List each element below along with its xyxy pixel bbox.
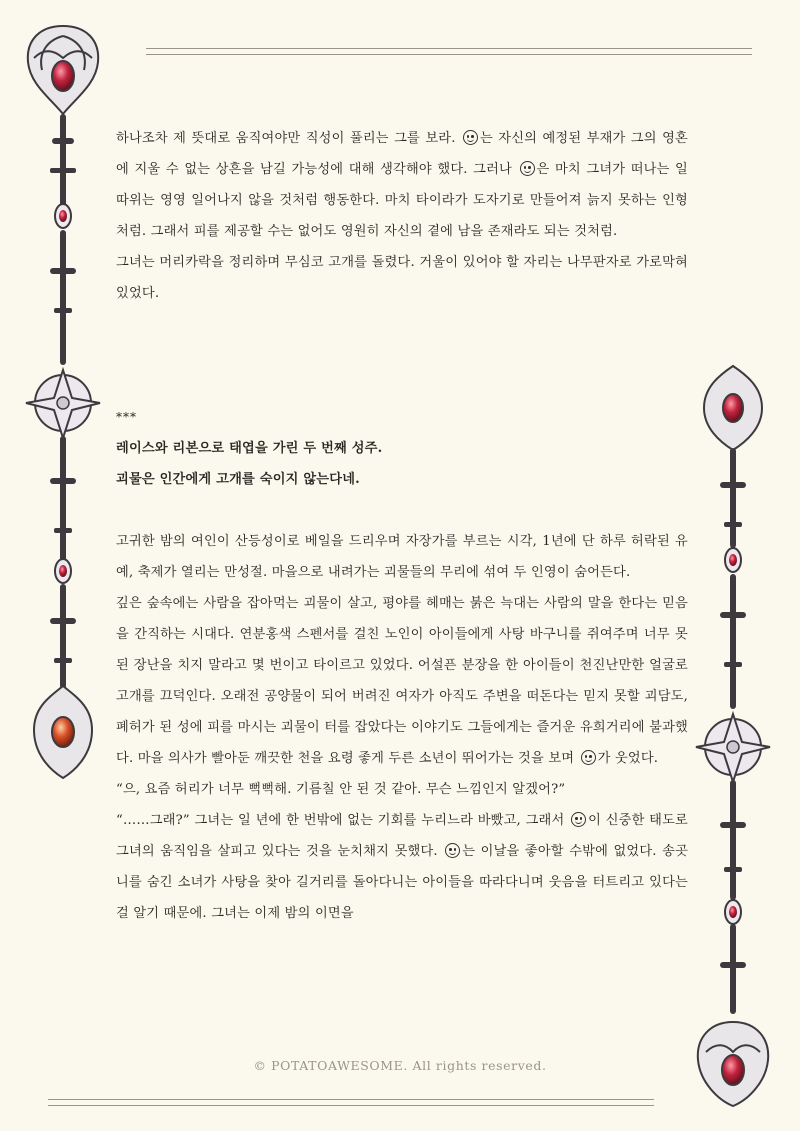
text-section-b — [116, 526, 688, 929]
paragraph — [116, 526, 688, 588]
bottom-double-rule — [48, 1099, 654, 1106]
face-icon — [520, 161, 535, 176]
section-gap — [116, 495, 688, 526]
paragraph — [116, 774, 688, 805]
paragraph — [116, 247, 688, 309]
paragraph-text: 고귀한 밤의 여인이 산등성이로 베일을 드리우며 자장가를 부르는 시각, 1년에 단 하루 허락된 유예, 축제가 열리는 만성절. 마을으로 내려가는 괴물들의 무리에 섞여 두 인영이 숨어든다. — [116, 534, 688, 580]
paragraph-text: 은 마치 그녀가 떠나는 일 따위는 영영 일어나지 않을 것처럼 행동한다. 마치 타이라가 도자기로 만들어져 늙지 못하는 인형처럼. 그래서 피를 제공할 수는 없어도 영원히 자신의 곁에 남을 존재라도 되는 것처럼. — [116, 162, 688, 239]
face-icon — [445, 843, 460, 858]
section-gap — [116, 309, 688, 402]
story-body — [116, 123, 688, 929]
top-double-rule — [146, 48, 752, 55]
ornament-chain-left-icon — [20, 18, 106, 788]
paragraph-text: 하나조차 제 뜻대로 움직여야만 직성이 풀리는 그를 보라. — [116, 131, 461, 146]
paragraph-text: 그녀는 머리카락을 정리하며 무심코 고개를 돌렸다. 거울이 있어야 할 자리는 나무판자로 가로막혀 있었다. — [116, 255, 688, 301]
paragraph-text: “으, 요즘 허리가 너무 뻑뻑해. 기름칠 안 된 것 같아. 무슨 느낌인지 알겠어?” — [116, 782, 566, 797]
paragraph-text: 는 이날을 좋아할 수밖에 없었다. 송곳니를 숨긴 소녀가 사탕을 찾아 길거리를 돌아다니는 아이들을 따라다니며 웃음을 터트리고 있다는 걸 알기 때문에. 그녀는 이제 밤의 이면을 — [116, 844, 689, 921]
heading-line-1: 레이스와 리본으로 태엽을 가린 두 번째 성주. — [116, 441, 383, 456]
paragraph — [116, 123, 688, 247]
paragraph — [116, 588, 688, 774]
face-icon — [463, 130, 478, 145]
face-icon — [571, 812, 586, 827]
paragraph-text: 깊은 숲속에는 사람을 잡아먹는 괴물이 살고, 평야를 헤매는 붉은 늑대는 사람의 말을 한다는 믿음을 간직하는 시대다. 연분홍색 스펜서를 걸친 노인이 아이들에게 사탕 바구니를 쥐여주며 너무 못된 장난을 치지 말라고 몇 번이고 타이르고 있었다. 어설픈 분장을 한 아이들이 천진난만한 얼굴로 고개를 끄덕인다. 오래전 공양물이 되어 버려진 여자가 아직도 주변을 떠돈다는 믿지 못할 괴담도, 폐허가 된 성에 피를 마시는 괴물이 터를 잡았다는 이야기도 그들에게는 즐거운 유희거리에 불과했다. 마을 의사가 빨아둔 깨끗한 천을 요령 좋게 두른 소년이 뛰어가는 것을 보며 — [116, 596, 688, 766]
text-section-a — [116, 123, 688, 309]
paragraph — [116, 805, 688, 929]
paragraph-text: 이 신중한 태도로 그녀의 움직임을 살피고 있다는 것을 눈치채지 못했다. — [116, 813, 688, 859]
face-icon — [581, 750, 596, 765]
ornament-chain-right-icon — [690, 362, 776, 1114]
paragraph-text: “……그래?” 그녀는 일 년에 한 번밖에 없는 기회를 누리느라 바빴고, 그래서 — [116, 813, 570, 828]
section-separator: *** — [116, 410, 137, 424]
paragraph-text: 는 자신의 예정된 부재가 그의 영혼에 지울 수 없는 상흔을 남길 가능성에 대해 생각해야 했다. 그러나 — [116, 131, 688, 177]
paragraph-text: 가 웃었다. — [597, 751, 659, 766]
heading-line-2: 괴물은 인간에게 고개를 숙이지 않는다네. — [116, 472, 360, 487]
copyright-footer: © POTATOAWESOME. All rights reserved. — [253, 1058, 547, 1073]
